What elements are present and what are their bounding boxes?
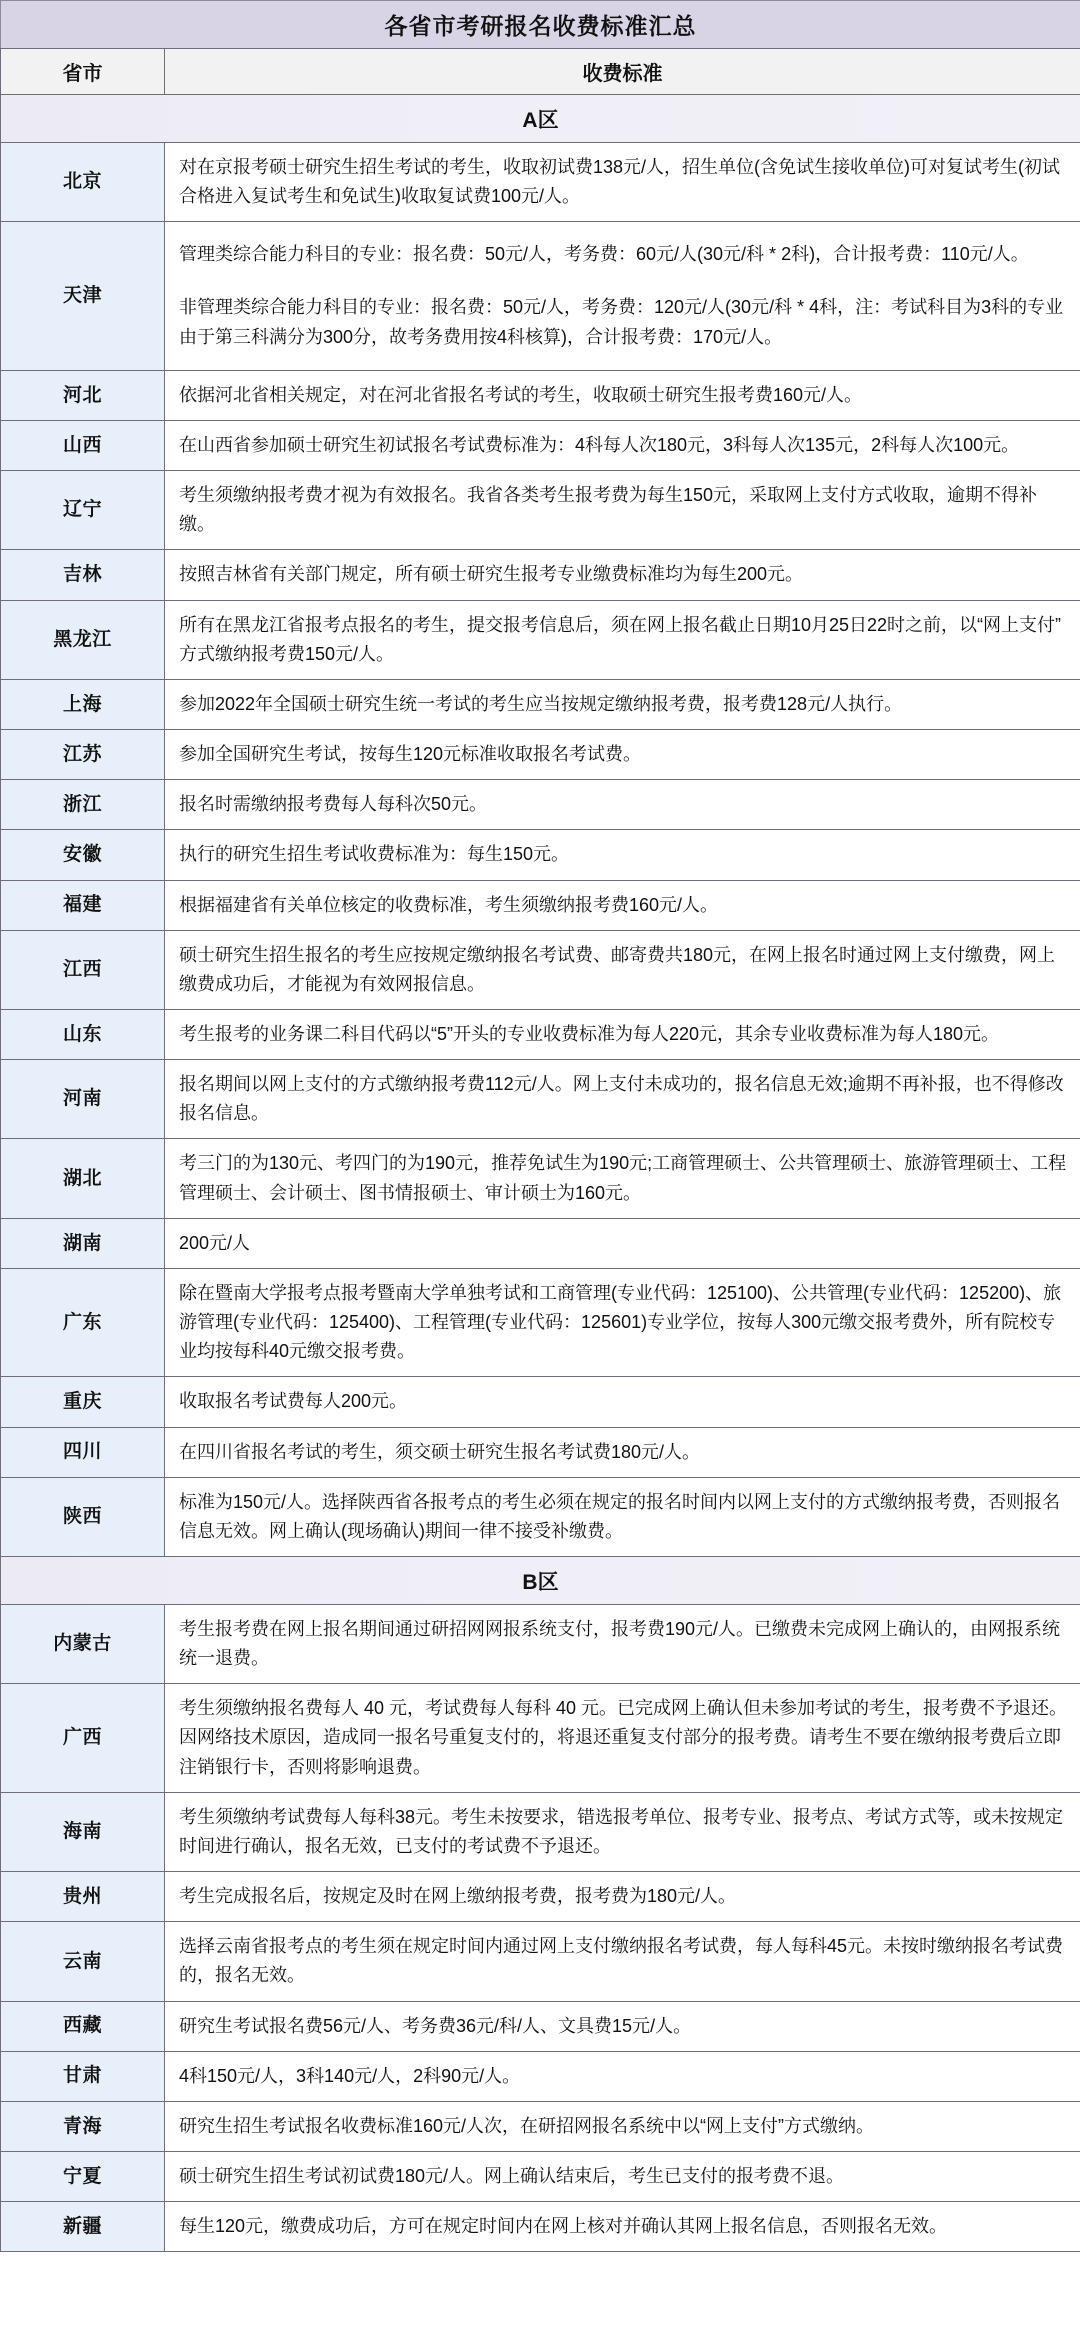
fee-standard-cell (165, 600, 1080, 679)
table-row (1, 679, 1080, 729)
table-row (1, 471, 1080, 550)
province-name-cell: 西藏 (1, 2001, 165, 2051)
fee-standard-cell (165, 2051, 1080, 2101)
province-name-cell: 辽宁 (1, 471, 165, 550)
fee-standard-cell (165, 370, 1080, 420)
column-header-standard: 收费标准 (165, 49, 1080, 95)
table-row (1, 370, 1080, 420)
province-name-cell: 江苏 (1, 730, 165, 780)
table-row (1, 1218, 1080, 1268)
table-row (1, 730, 1080, 780)
table-row (1, 1684, 1080, 1792)
table-body (1, 1, 1080, 2252)
province-name-cell: 广西 (1, 1684, 165, 1792)
table-row (1, 420, 1080, 470)
province-name-cell: 贵州 (1, 1872, 165, 1922)
fee-standard-cell (165, 2202, 1080, 2252)
fee-standard-paragraph: 非管理类综合能力科目的专业：报名费：50元/人，考务费：120元/人(30元/科 * 4科，注：考试科目为3科的专业由于第三科满分为300分，故考务费用按4科核算)，合计报考费：170元/人。 (179, 297, 1064, 347)
province-name-cell: 广东 (1, 1268, 165, 1376)
fee-standard-cell (165, 1218, 1080, 1268)
fee-standard-paragraph: 执行的研究生招生考试收费标准为：每生150元。 (179, 844, 570, 865)
fee-standard-paragraph: 报名期间以网上支付的方式缴纳报考费112元/人。网上支付未成功的，报名信息无效;逾期不再补报，也不得修改报名信息。 (179, 1074, 1064, 1124)
province-name-cell: 江西 (1, 930, 165, 1009)
fee-standard-paragraph: 收取报名考试费每人200元。 (179, 1391, 408, 1412)
table-row (1, 222, 1080, 370)
fee-standard-paragraph: 200元/人 (179, 1232, 251, 1253)
fee-standard-paragraph: 在山西省参加硕士研究生初试报名考试费标准为：4科每人次180元，3科每人次135元，2科每人次100元。 (179, 434, 1020, 455)
table-row (1, 600, 1080, 679)
fee-standard-paragraph: 依据河北省相关规定，对在河北省报名考试的考生，收取硕士研究生报考费160元/人。 (179, 384, 863, 405)
fee-standard-paragraph: 考生报考费在网上报名期间通过研招网网报系统支付，报考费190元/人。已缴费未完成网上确认的，由网报系统统一退费。 (179, 1619, 1061, 1669)
fee-standard-cell (165, 1060, 1080, 1139)
table-row (1, 1872, 1080, 1922)
table-row (1, 2202, 1080, 2252)
table-row (1, 1268, 1080, 1376)
column-header-province: 省市 (1, 49, 165, 95)
table-row (1, 1605, 1080, 1684)
table-row (1, 2101, 1080, 2151)
fee-standard-cell (165, 880, 1080, 930)
fee-standard-cell (165, 1872, 1080, 1922)
fee-standard-cell (165, 1427, 1080, 1477)
table-row (1, 1377, 1080, 1427)
fee-standard-cell (165, 1922, 1080, 2001)
fee-standard-paragraph: 管理类综合能力科目的专业：报名费：50元/人，考务费：60元/人(30元/科 * 2科)，合计报考费：110元/人。 (179, 244, 1029, 265)
fee-standard-cell (165, 1268, 1080, 1376)
fee-standard-paragraph: 除在暨南大学报考点报考暨南大学单独考试和工商管理(专业代码：125100)、公共管理(专业代码：125200)、旅游管理(专业代码：125400)、工程管理(专业代码：125601)专业学位，按每人300元缴交报考费外，所有院校专业均按每科40元缴交报考费。 (179, 1282, 1062, 1362)
fee-standard-paragraph: 所有在黑龙江省报考点报名的考生，提交报考信息后，须在网上报名截止日期10月25日22时之前，以“网上支付”方式缴纳报考费150元/人。 (179, 614, 1062, 664)
fee-standard-paragraph: 在四川省报名考试的考生，须交硕士研究生报名考试费180元/人。 (179, 1441, 701, 1462)
province-name-cell: 天津 (1, 222, 165, 370)
fee-standard-cell (165, 830, 1080, 880)
fee-standard-cell (165, 550, 1080, 600)
fee-standard-paragraph: 考生须缴纳报考费才视为有效报名。我省各类考生报考费为每生150元，采取网上支付方式收取，逾期不得补缴。 (179, 485, 1038, 535)
province-name-cell: 甘肃 (1, 2051, 165, 2101)
fee-standard-paragraph: 考生须缴纳考试费每人每科38元。考生未按要求，错选报考单位、报考专业、报考点、考试方式等，或未按规定时间进行确认，报名无效，已支付的考试费不予退还。 (179, 1806, 1064, 1856)
table-title-row (1, 1, 1080, 49)
province-name-cell: 四川 (1, 1427, 165, 1477)
fee-standard-cell (165, 2101, 1080, 2151)
fee-standard-paragraph: 选择云南省报考点的考生须在规定时间内通过网上支付缴纳报名考试费，每人每科45元。未按时缴纳报名考试费的，报名无效。 (179, 1936, 1064, 1986)
table-row (1, 2001, 1080, 2051)
province-name-cell: 上海 (1, 679, 165, 729)
fee-standard-cell (165, 1009, 1080, 1059)
province-name-cell: 宁夏 (1, 2152, 165, 2202)
fee-standard-paragraph: 参加2022年全国硕士研究生统一考试的考生应当按规定缴纳报考费，报考费128元/人执行。 (179, 693, 903, 714)
fee-standard-paragraph: 考生报考的业务课二科目代码以“5”开头的专业收费标准为每人220元，其余专业收费标准为每人180元。 (179, 1023, 1000, 1044)
fee-standard-paragraph: 参加全国研究生考试，按每生120元标准收取报名考试费。 (179, 744, 642, 765)
table-row (1, 880, 1080, 930)
fee-standard-cell (165, 780, 1080, 830)
table-row (1, 143, 1080, 222)
table-row (1, 1792, 1080, 1871)
fee-standard-paragraph: 标准为150元/人。选择陕西省各报考点的考生必须在规定的报名时间内以网上支付的方式缴纳报考费，否则报名信息无效。网上确认(现场确认)期间一律不接受补缴费。 (179, 1491, 1061, 1541)
page-title: 各省市考研报名收费标准汇总 (1, 1, 1080, 49)
fee-standard-cell (165, 930, 1080, 1009)
fee-standard-cell (165, 1684, 1080, 1792)
province-name-cell: 海南 (1, 1792, 165, 1871)
table-header-row (1, 49, 1080, 95)
fee-standard-cell (165, 1792, 1080, 1871)
fee-standard-paragraph: 每生120元，缴费成功后，方可在规定时间内在网上核对并确认其网上报名信息，否则报名无效。 (179, 2216, 948, 2237)
province-name-cell: 陕西 (1, 1477, 165, 1556)
fee-standard-cell (165, 730, 1080, 780)
table-row (1, 1477, 1080, 1556)
province-name-cell: 山西 (1, 420, 165, 470)
table-row (1, 1139, 1080, 1218)
province-name-cell: 重庆 (1, 1377, 165, 1427)
province-name-cell: 黑龙江 (1, 600, 165, 679)
table-row (1, 2051, 1080, 2101)
fee-standard-paragraph: 研究生招生考试报名收费标准160元/人次，在研招网报名系统中以“网上支付”方式缴纳。 (179, 2115, 875, 2136)
fee-standard-cell (165, 1605, 1080, 1684)
fee-standard-cell (165, 420, 1080, 470)
section-band-row (1, 95, 1080, 143)
section-band-row (1, 1557, 1080, 1605)
fee-standard-cell (165, 222, 1080, 370)
fee-standard-paragraph: 研究生考试报名费56元/人、考务费36元/科/人、文具费15元/人。 (179, 2015, 692, 2036)
province-name-cell: 青海 (1, 2101, 165, 2151)
fee-standard-paragraph: 4科150元/人，3科140元/人，2科90元/人。 (179, 2065, 521, 2086)
fee-standard-paragraph: 按照吉林省有关部门规定，所有硕士研究生报考专业缴费标准均为每生200元。 (179, 564, 804, 585)
province-name-cell: 吉林 (1, 550, 165, 600)
province-name-cell: 河南 (1, 1060, 165, 1139)
table-row (1, 930, 1080, 1009)
fee-standard-paragraph: 报名时需缴纳报考费每人每科次50元。 (179, 794, 488, 815)
fee-standard-cell (165, 679, 1080, 729)
province-name-cell: 新疆 (1, 2202, 165, 2252)
section-label: B区 (1, 1557, 1080, 1605)
fee-standard-paragraph: 考三门的为130元、考四门的为190元，推荐免试生为190元;工商管理硕士、公共管理硕士、旅游管理硕士、工程管理硕士、会计硕士、图书情报硕士、审计硕士为160元。 (179, 1153, 1067, 1203)
fee-standard-cell (165, 2152, 1080, 2202)
province-name-cell: 福建 (1, 880, 165, 930)
fee-standard-paragraph: 硕士研究生招生考试初试费180元/人。网上确认结束后，考生已支付的报考费不退。 (179, 2166, 845, 2187)
section-label: A区 (1, 95, 1080, 143)
province-name-cell: 安徽 (1, 830, 165, 880)
table-row (1, 1009, 1080, 1059)
province-name-cell: 河北 (1, 370, 165, 420)
fee-standard-cell (165, 2001, 1080, 2051)
fee-standard-cell (165, 471, 1080, 550)
fee-standard-paragraph: 硕士研究生招生报名的考生应按规定缴纳报名考试费、邮寄费共180元，在网上报名时通过网上支付缴费，网上缴费成功后，才能视为有效网报信息。 (179, 944, 1056, 994)
fee-standard-paragraph: 对在京报考硕士研究生招生考试的考生，收取初试费138元/人，招生单位(含免试生接收单位)可对复试考生(初试合格进入复试考生和免试生)收取复试费100元/人。 (179, 157, 1061, 207)
table-row (1, 1427, 1080, 1477)
fee-standard-cell (165, 1477, 1080, 1556)
province-name-cell: 内蒙古 (1, 1605, 165, 1684)
province-name-cell: 浙江 (1, 780, 165, 830)
fee-standard-cell (165, 143, 1080, 222)
province-name-cell: 湖南 (1, 1218, 165, 1268)
table-row (1, 550, 1080, 600)
table-row (1, 2152, 1080, 2202)
table-row (1, 780, 1080, 830)
fee-standard-paragraph: 考生完成报名后，按规定及时在网上缴纳报考费，报考费为180元/人。 (179, 1886, 737, 1907)
province-name-cell: 北京 (1, 143, 165, 222)
province-name-cell: 云南 (1, 1922, 165, 2001)
fee-standard-cell (165, 1139, 1080, 1218)
table-row (1, 1060, 1080, 1139)
fee-standard-paragraph: 考生须缴纳报名费每人 40 元，考试费每人每科 40 元。已完成网上确认但未参加考试的考生，报考费不予退还。因网络技术原因，造成同一报名号重复支付的，将退还重复支付部分的报考费。请考生不要在缴纳报考费后立即注销银行卡，否则将影响退费。 (179, 1698, 1068, 1777)
table-row (1, 1922, 1080, 2001)
table-row (1, 830, 1080, 880)
fee-standard-paragraph: 根据福建省有关单位核定的收费标准，考生须缴纳报考费160元/人。 (179, 894, 719, 915)
province-name-cell: 山东 (1, 1009, 165, 1059)
province-name-cell: 湖北 (1, 1139, 165, 1218)
fee-standard-cell (165, 1377, 1080, 1427)
